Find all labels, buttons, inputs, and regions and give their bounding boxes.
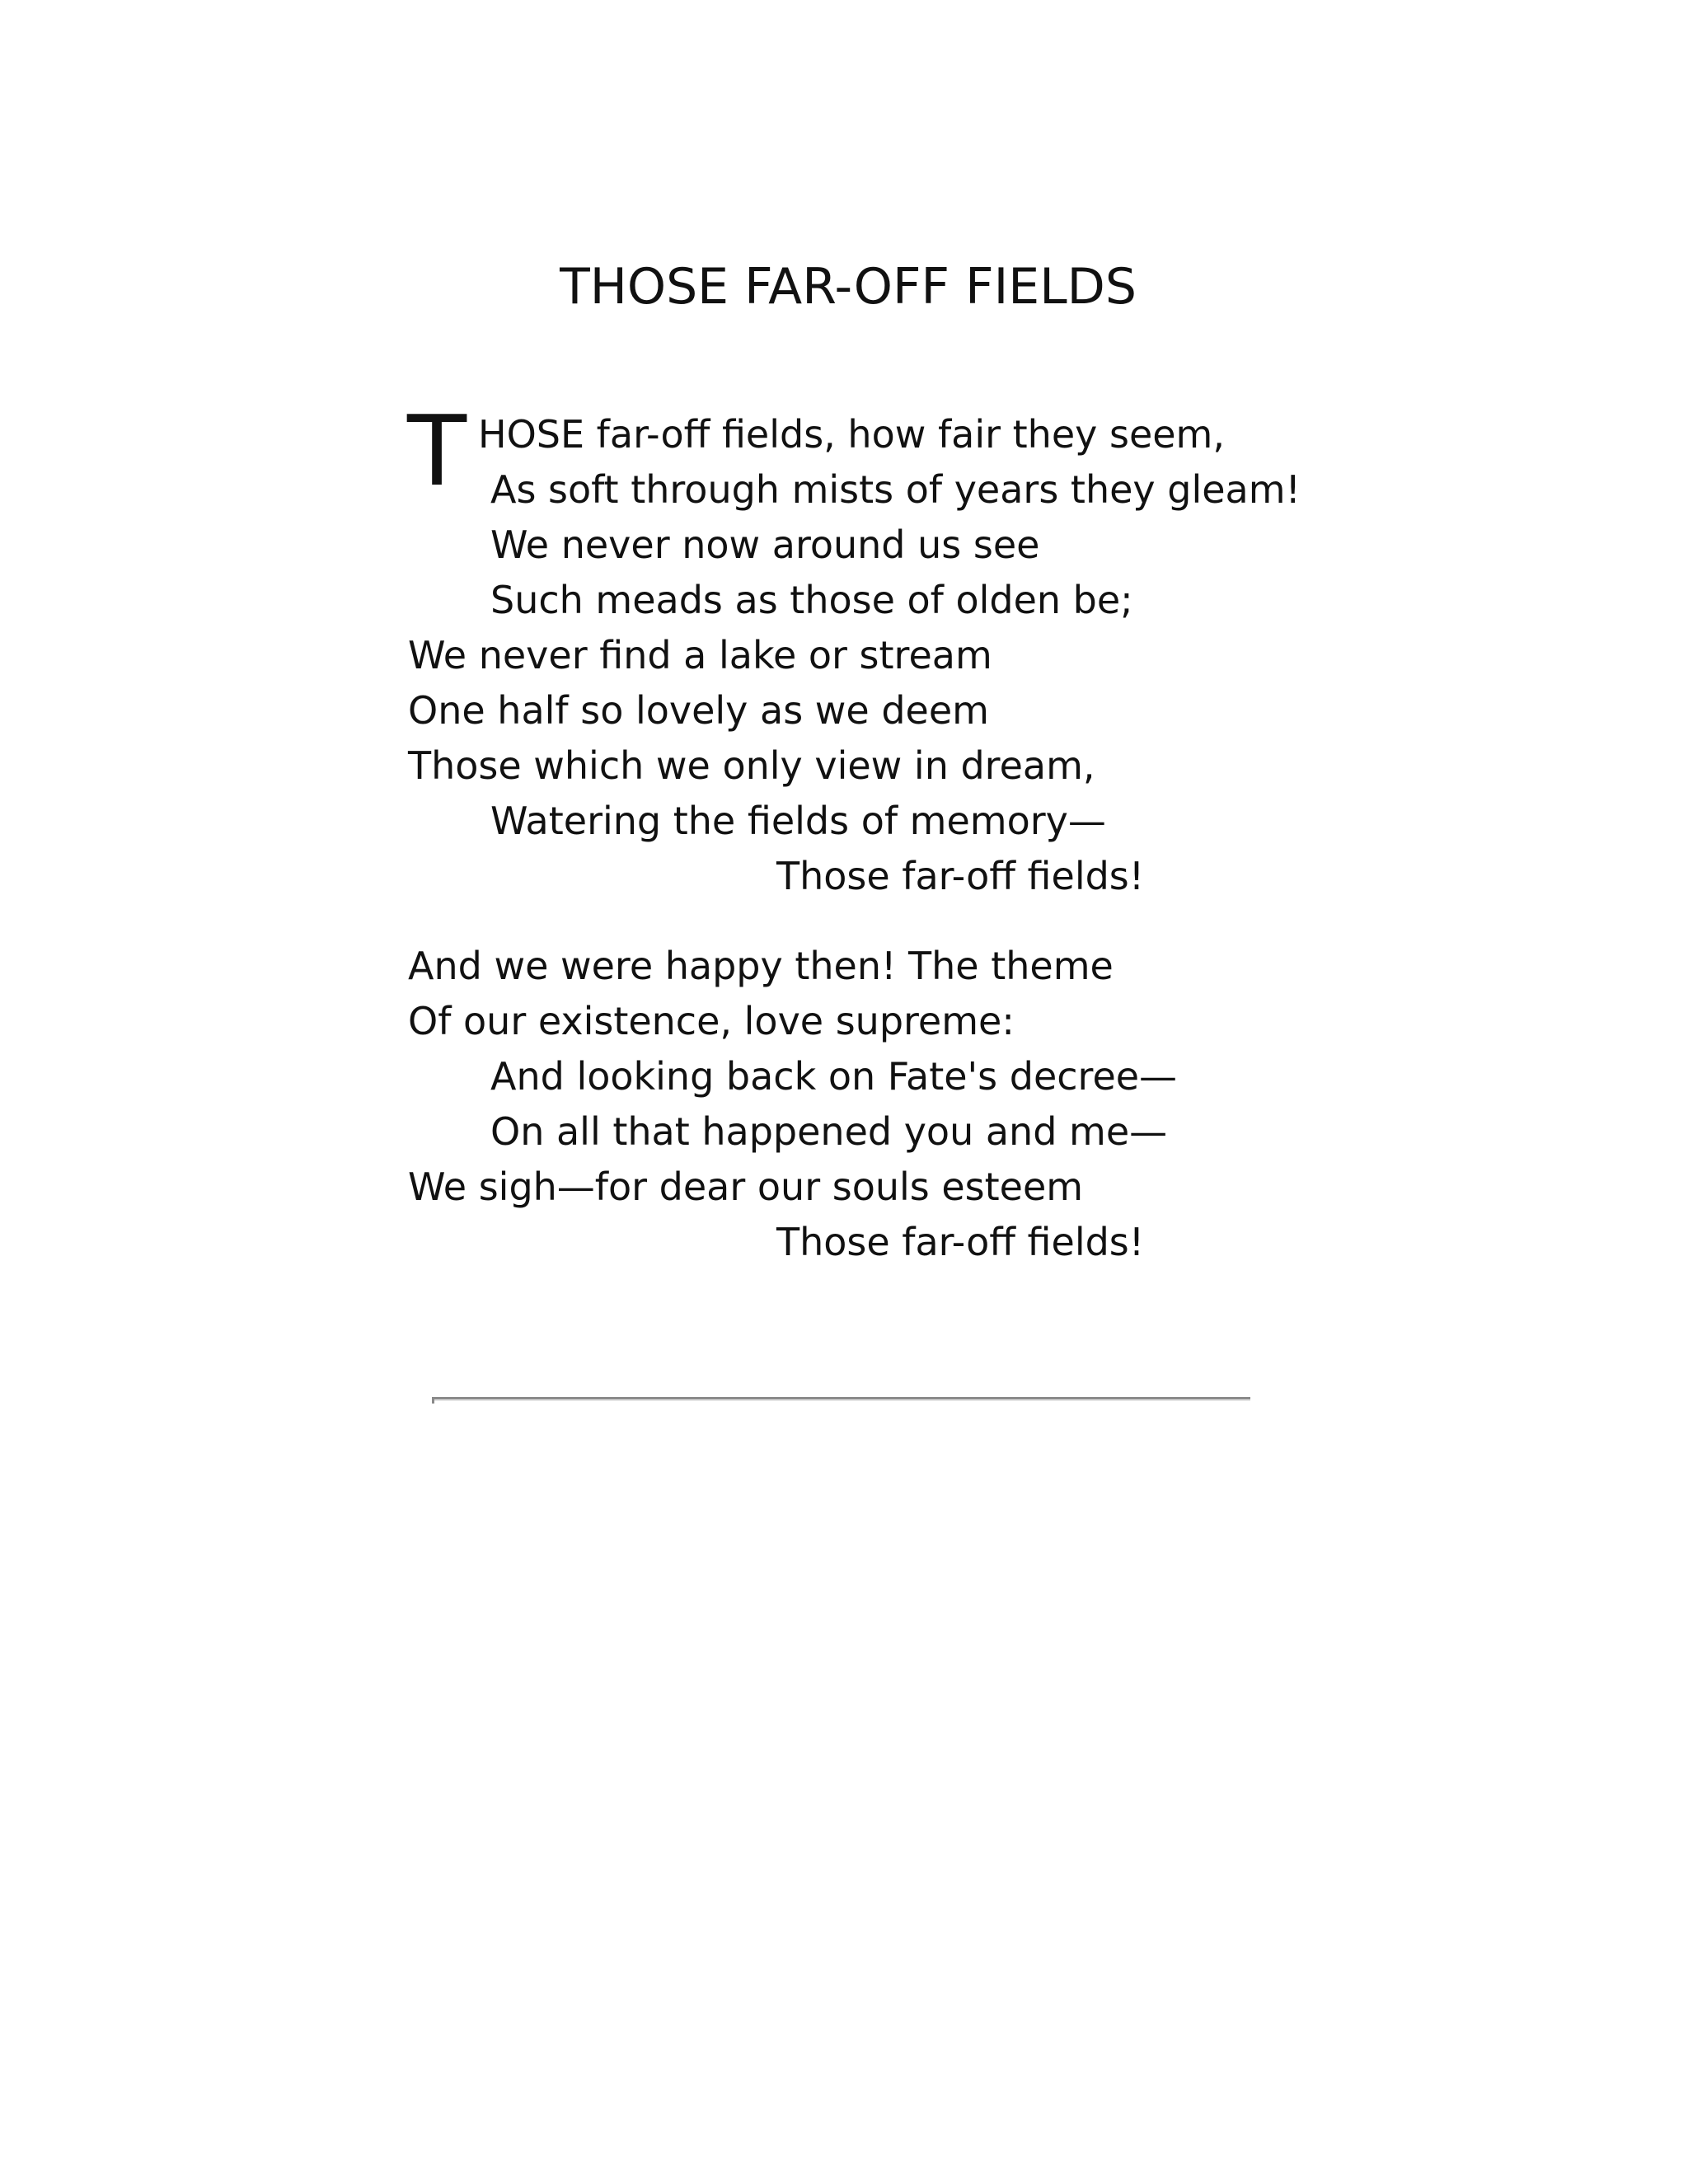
poem-line: As soft through mists of years they gleam! [490, 467, 1301, 512]
poem-line: Watering the fields of memory— [490, 799, 1106, 843]
horizontal-rule [432, 1397, 1250, 1401]
poem-line: Those which we only view in dream, [408, 743, 1095, 788]
poem-line: And we were happy then! The theme [408, 944, 1114, 988]
poem-line: We never find a lake or stream [408, 633, 992, 677]
poem-refrain: Those far-off fields! [776, 854, 1145, 898]
poem-line: On all that happened you and me— [490, 1109, 1168, 1154]
poem-line: HOSE far-off fields, how fair they seem, [478, 412, 1225, 457]
poem-line: And looking back on Fate's decree— [490, 1054, 1178, 1099]
poem-line: We never now around us see [490, 523, 1040, 567]
poem-line: We sigh—for dear our souls esteem [408, 1165, 1084, 1209]
poem-line: Of our existence, love supreme: [408, 999, 1015, 1043]
horizontal-rule-edge [432, 1397, 434, 1404]
poem-line: Such meads as those of olden be; [490, 578, 1133, 622]
poem-refrain: Those far-off fields! [776, 1220, 1145, 1264]
drop-cap: T [407, 394, 467, 508]
poem-title: THOSE FAR-OFF FIELDS [560, 258, 1137, 316]
poem-line: One half so lovely as we deem [408, 688, 989, 733]
